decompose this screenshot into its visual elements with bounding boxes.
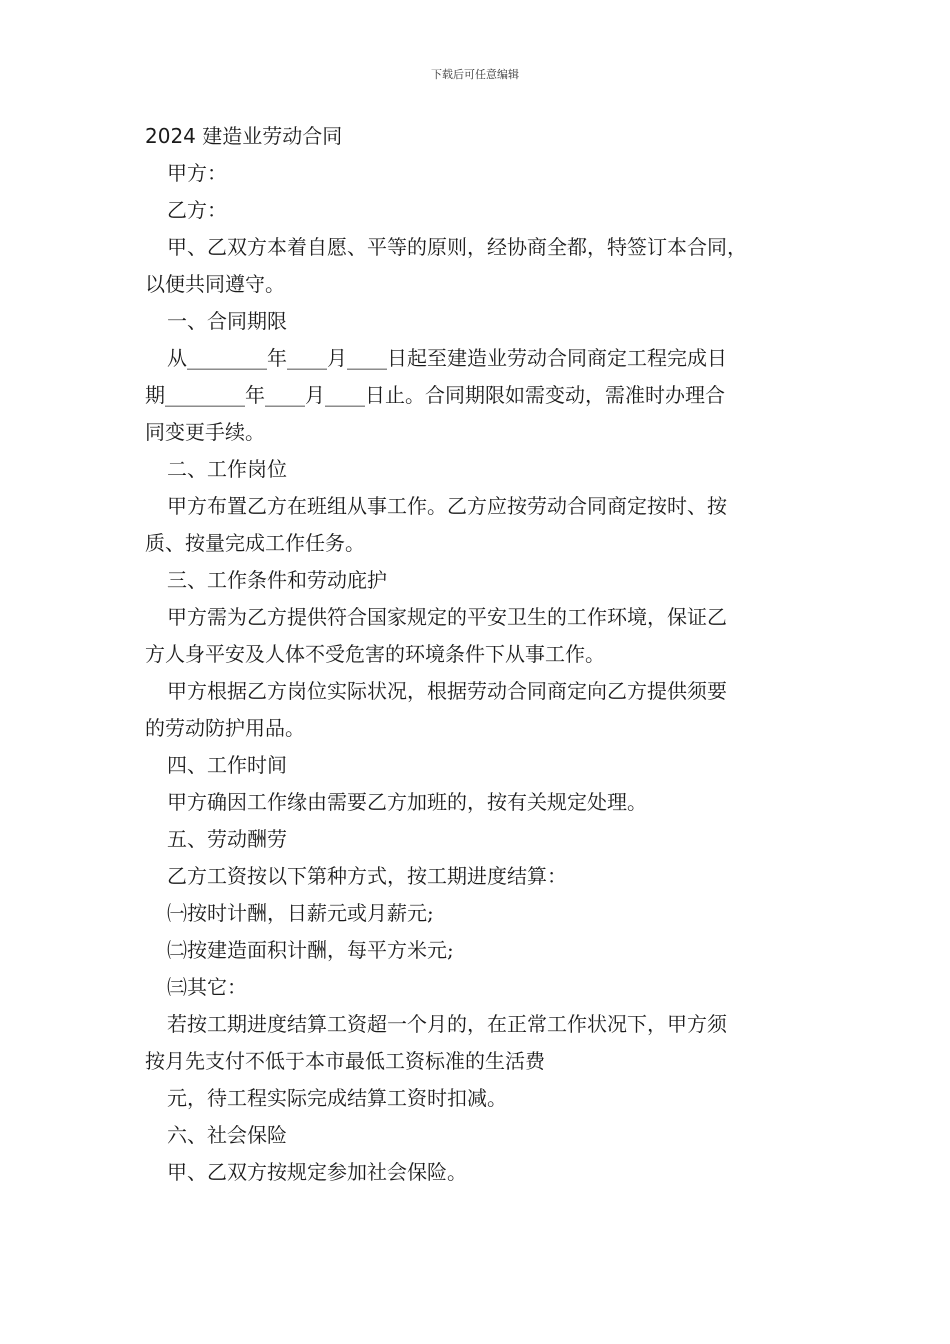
paragraph-line: 若按工期进度结算工资超一个月的，在正常工作状况下，甲方须 [167,1012,727,1036]
paragraph-line: 的劳动防护用品。 [145,716,305,740]
paragraph-line: 以便共同遵守。 [145,272,285,296]
paragraph-line: 乙方工资按以下第种方式，按工期进度结算： [167,864,567,888]
paragraph-line: 同变更手续。 [145,420,265,444]
paragraph-line: 三、工作条件和劳动庇护 [167,568,387,592]
paragraph-line: 从________年____月____日起至建造业劳动合同商定工程完成日 [167,346,727,370]
paragraph-line: ㈢其它： [167,975,247,999]
paragraph-line: 质、按量完成工作任务。 [145,531,365,555]
paragraph-line: 甲、乙双方按规定参加社会保险。 [167,1160,467,1184]
paragraph-line: 按月先支付不低于本市最低工资标准的生活费 [145,1049,545,1073]
paragraph-line: 甲、乙双方本着自愿、平等的原则，经协商全都，特签订本合同， [167,235,747,259]
paragraph-line: 六、社会保险 [167,1123,287,1147]
document-title: 2024 建造业劳动合同 [145,124,343,148]
paragraph-line: 元，待工程实际完成结算工资时扣减。 [167,1086,507,1110]
paragraph-line: ㈡按建造面积计酬，每平方米元; [167,938,454,962]
page-header-note: 下载后可任意编辑 [431,68,519,81]
paragraph-line: 甲方需为乙方提供符合国家规定的平安卫生的工作环境，保证乙 [167,605,727,629]
paragraph-line: 甲方布置乙方在班组从事工作。乙方应按劳动合同商定按时、按 [167,494,727,518]
document-lines [145,155,825,1191]
paragraph-line: 一、合同期限 [167,309,287,333]
paragraph-line: 甲方： [167,161,227,185]
paragraph-line: ㈠按时计酬，日薪元或月薪元; [167,901,434,925]
paragraph-line: 甲方确因工作缘由需要乙方加班的，按有关规定处理。 [167,790,647,814]
paragraph-line: 甲方根据乙方岗位实际状况，根据劳动合同商定向乙方提供须要 [167,679,727,703]
paragraph-line: 二、工作岗位 [167,457,287,481]
paragraph-line: 方人身平安及人体不受危害的环境条件下从事工作。 [145,642,605,666]
paragraph-line: 乙方： [167,198,227,222]
paragraph-line: 五、劳动酬劳 [167,827,287,851]
paragraph-line: 四、工作时间 [167,753,287,777]
paragraph-line: 期________年____月____日止。合同期限如需变动，需准时办理合 [145,383,725,407]
document-body [145,118,825,1191]
